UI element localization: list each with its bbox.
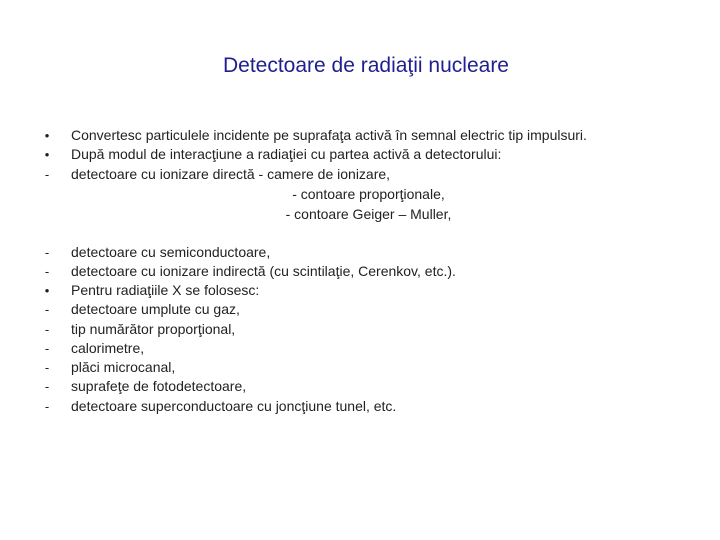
list-item (0, 320, 720, 339)
list-item-text: calorimetre, (71, 340, 145, 356)
list-item (0, 339, 720, 358)
dash-marker: - (44, 379, 50, 394)
list-item (0, 165, 720, 184)
list-item-text: detectoare cu ionizare indirectă (cu scintilaţie, Cerenkov, etc.). (71, 263, 456, 279)
dash-marker: - (44, 264, 50, 279)
dash-marker: - (44, 322, 50, 337)
list-item (0, 145, 720, 164)
dash-marker: - (44, 399, 50, 414)
list-item-text: suprafeţe de fotodetectoare, (71, 378, 247, 394)
bullet-marker: • (44, 128, 50, 143)
list-item-text: detectoare cu semiconductoare, (71, 244, 271, 260)
slide-title: Detectoare de radiaţii nucleare (222, 54, 509, 77)
list-item-text: Convertesc particulele incidente pe suprafaţa activă în semnal electric tip impulsuri. (71, 127, 587, 143)
list-item-continuation (0, 205, 720, 224)
list-item-text: - contoare proporţionale, (292, 186, 445, 202)
list-item-text: Pentru radiaţiile X se folosesc: (71, 282, 260, 298)
list-item (0, 281, 720, 300)
list-item-text: detectoare cu ionizare directă - camere de ionizare, (71, 166, 391, 182)
list-item-text: tip numărător proporţional, (71, 321, 236, 337)
list-item (0, 126, 720, 145)
list-item-text: - contoare Geiger – Muller, (285, 206, 452, 222)
bullet-marker: • (44, 147, 50, 162)
list-item (0, 300, 720, 319)
list-item (0, 243, 720, 262)
list-item (0, 262, 720, 281)
dash-marker: - (44, 245, 50, 260)
list-item-text: După modul de interacţiune a radiaţiei cu partea activă a detectorului: (71, 146, 502, 162)
list-item-text: plăci microcanal, (71, 359, 176, 375)
list-item-text: detectoare superconductoare cu joncţiune tunel, etc. (71, 398, 397, 414)
list-item-continuation (0, 185, 720, 204)
list-item (0, 377, 720, 396)
dash-marker: - (44, 302, 50, 317)
list-item (0, 397, 720, 416)
dash-marker: - (44, 360, 50, 375)
bullet-marker: • (44, 283, 50, 298)
dash-marker: - (44, 167, 50, 182)
dash-marker: - (44, 341, 50, 356)
list-item-text: detectoare umplute cu gaz, (71, 301, 240, 317)
list-item (0, 358, 720, 377)
